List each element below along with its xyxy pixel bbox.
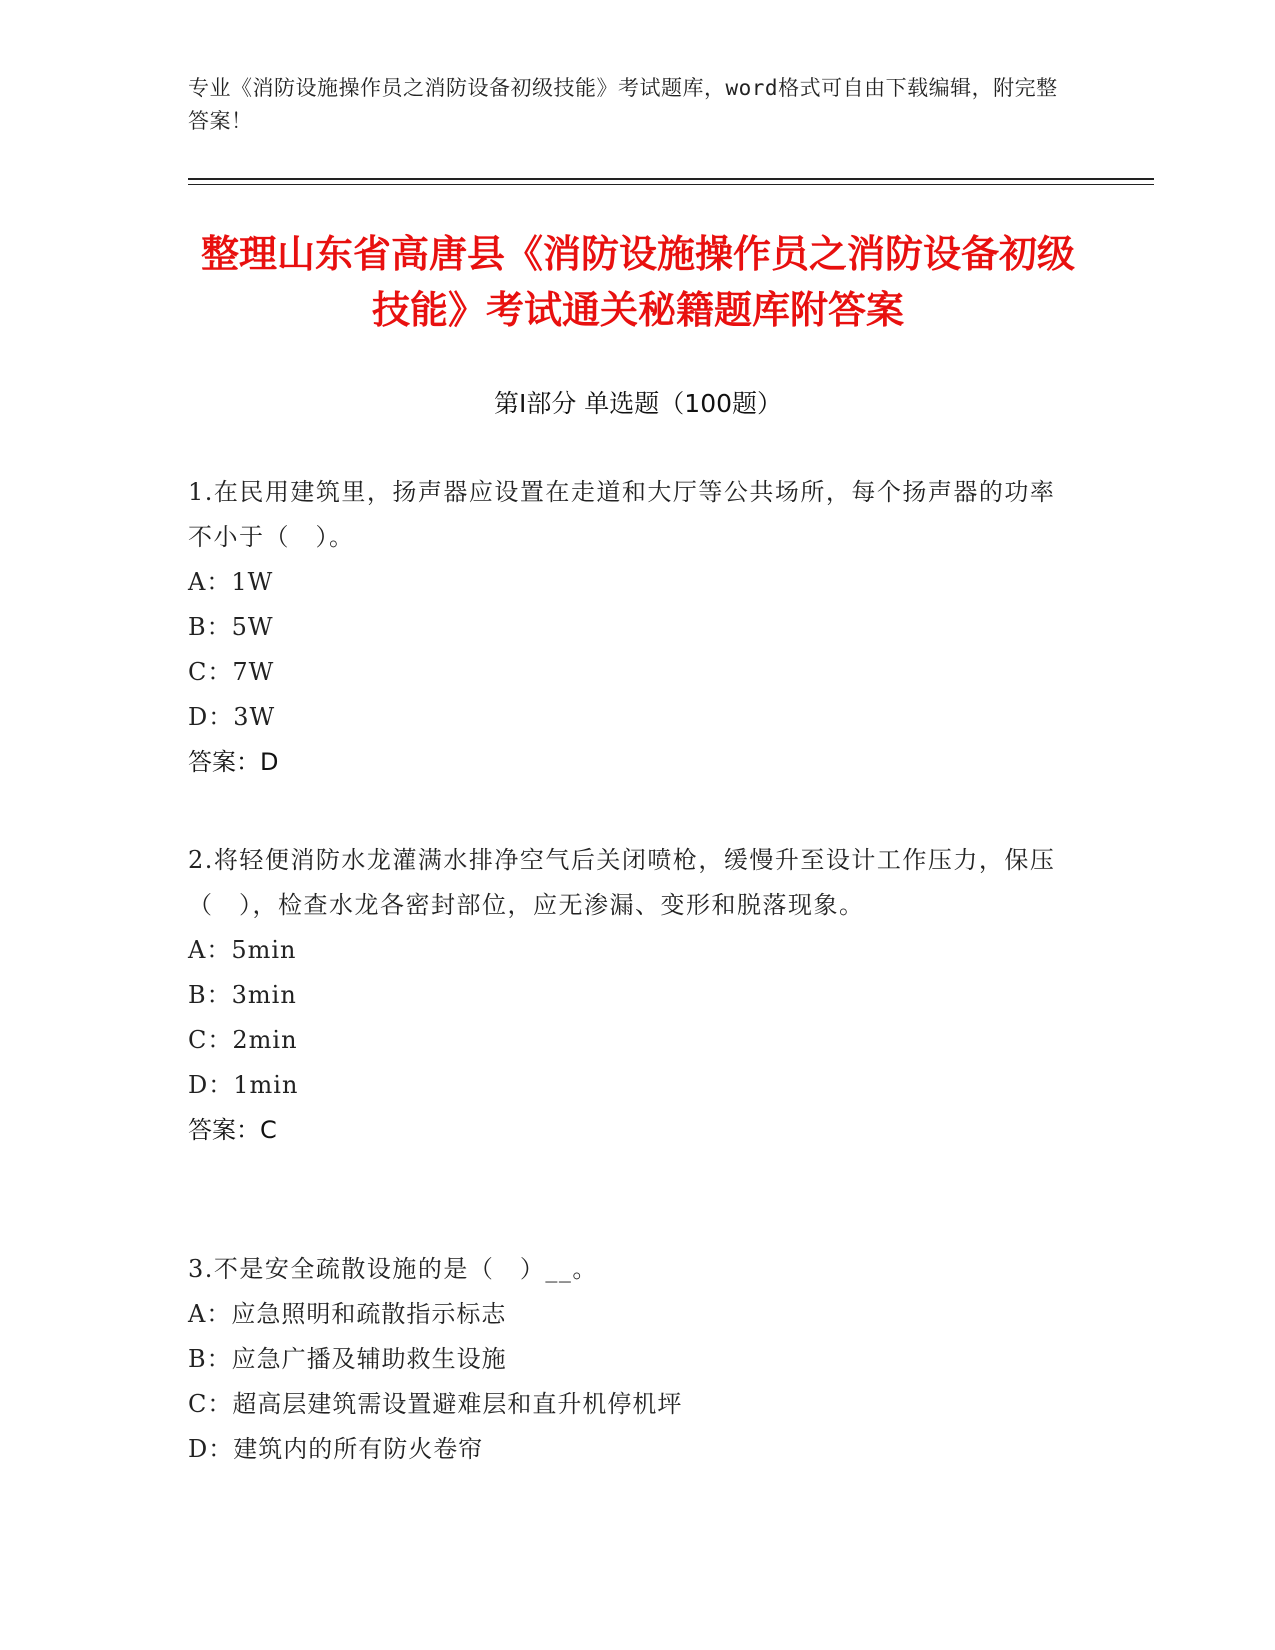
section-title: 第Ⅰ部分 单选题（100题） — [493, 389, 783, 418]
question-1 — [188, 470, 1068, 785]
document-title: 整理山东省高唐县《消防设施操作员之消防设备初级技能》考试通关秘籍题库附答案 — [200, 232, 1075, 332]
answer: 答案：D — [188, 748, 279, 776]
option-b: B：5W — [188, 613, 274, 641]
option-d: D：3W — [188, 703, 276, 731]
header-divider-thick — [188, 178, 1154, 180]
option-a: A：1W — [188, 568, 274, 596]
header-divider-thin — [188, 184, 1154, 185]
option-c: C：2min — [188, 1026, 298, 1054]
option-c: C：超高层建筑需设置避难层和直升机停机坪 — [188, 1390, 683, 1418]
option-c: C：7W — [188, 658, 275, 686]
option-d: D：建筑内的所有防火卷帘 — [188, 1435, 484, 1463]
question-stem: 2.将轻便消防水龙灌满水排净空气后关闭喷枪，缓慢升至设计工作压力，保压（ ），检查水龙各密封部位，应无渗漏、变形和脱落现象。 — [188, 846, 1056, 919]
question-stem: 1.在民用建筑里，扬声器应设置在走道和大厅等公共场所，每个扬声器的功率不小于（ ）。 — [188, 478, 1056, 551]
question-3 — [188, 1247, 1068, 1472]
question-2 — [188, 838, 1068, 1153]
option-b: B：3min — [188, 981, 297, 1009]
option-a: A：5min — [188, 936, 297, 964]
option-d: D：1min — [188, 1071, 299, 1099]
option-a: A：应急照明和疏散指示标志 — [188, 1300, 507, 1328]
header-note: 专业《消防设施操作员之消防设备初级技能》考试题库，word格式可自由下载编辑，附完整答案！ — [188, 76, 1058, 133]
question-stem: 3.不是安全疏散设施的是（ ）__。 — [188, 1255, 598, 1283]
option-b: B：应急广播及辅助救生设施 — [188, 1345, 507, 1373]
answer: 答案：C — [188, 1116, 277, 1144]
